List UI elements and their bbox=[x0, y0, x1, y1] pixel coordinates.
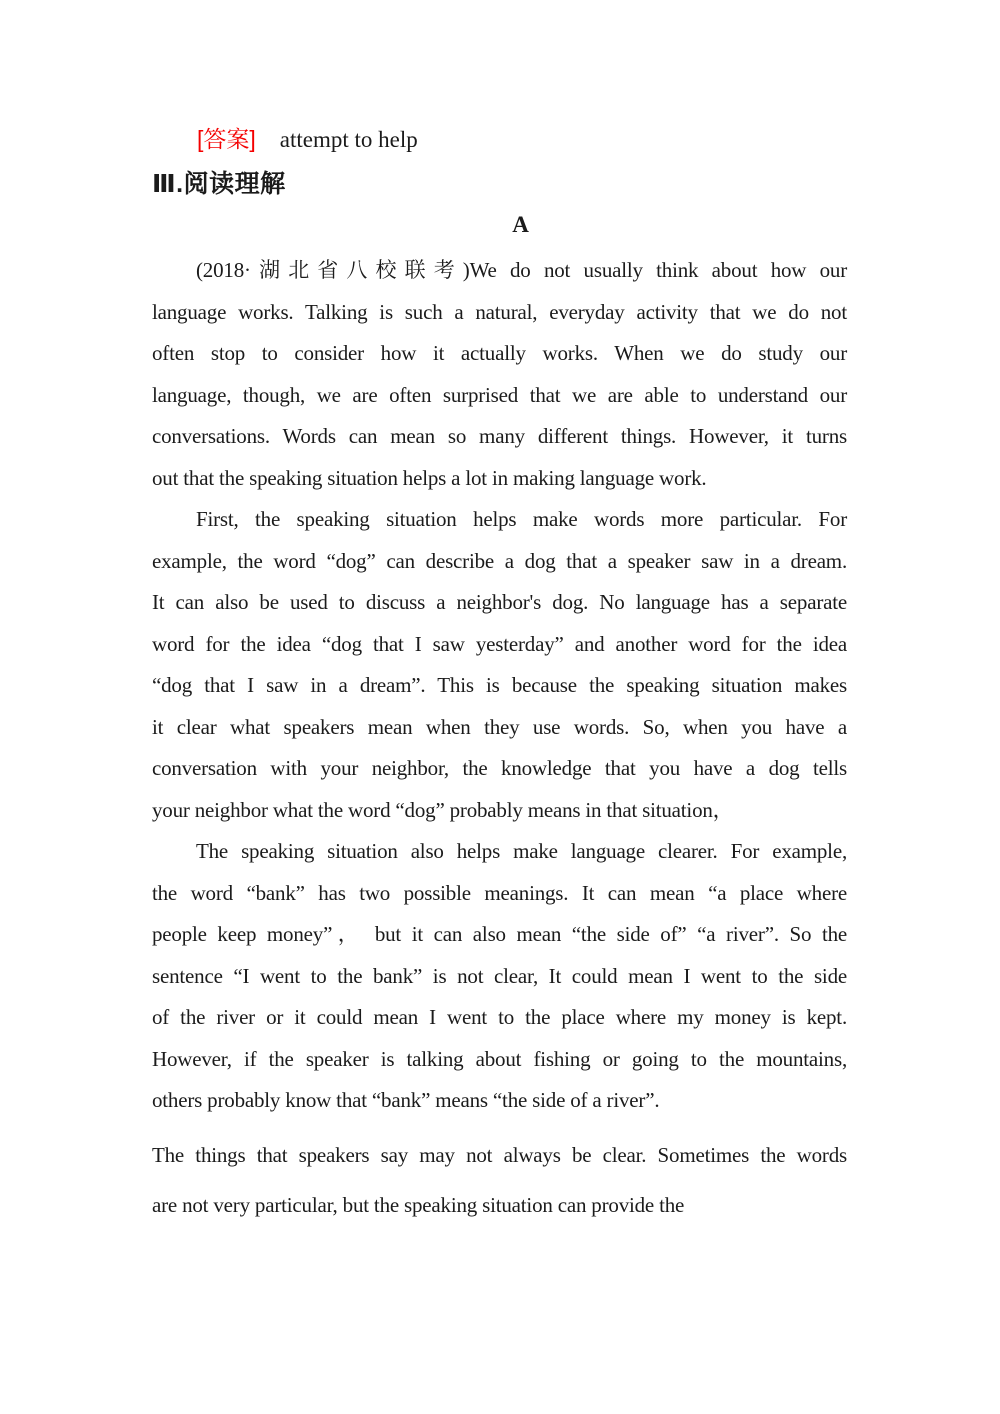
answer-label: [答案] bbox=[197, 126, 256, 152]
text-line: example, the word “dog” can describe a dog that a speaker saw in a dream. bbox=[152, 548, 847, 573]
text-line: However, if the speaker is talking about fishing or going to the mountains, bbox=[152, 1046, 847, 1071]
text-line: often stop to consider how it actually works. When we do study our bbox=[152, 341, 847, 365]
answer-text: attempt to help bbox=[279, 127, 418, 152]
text-line: (2018·湖北省八校联考)We do not usually think about how our bbox=[196, 258, 847, 282]
text-line: it clear what speakers mean when they use words. So, when you have a bbox=[152, 714, 847, 739]
text-line: are not very particular, but the speaking situation can provide the bbox=[152, 1192, 685, 1217]
text-line: people keep money”， but it can also mean “the side of” “a river”. So the bbox=[152, 922, 847, 946]
paragraph-2 bbox=[152, 499, 847, 831]
text-line: word for the idea “dog that I saw yesterday” and another word for the idea bbox=[152, 631, 847, 656]
text-line: First, the speaking situation helps make words more particular. For bbox=[196, 507, 847, 531]
section-heading: Ⅲ.阅读理解 bbox=[152, 170, 286, 198]
text-line: your neighbor what the word “dog” probably means in that situation， bbox=[152, 797, 734, 822]
text-line: The speaking situation also helps make language clearer. For example, bbox=[196, 839, 847, 863]
text-line: language, though, we are often surprised that we are able to understand our bbox=[152, 382, 847, 407]
paragraph-4 bbox=[152, 1130, 847, 1230]
text-line: others probably know that “bank” means “the side of a river”. bbox=[152, 1088, 660, 1112]
paragraph-1 bbox=[152, 250, 847, 499]
text-line: sentence “I went to the bank” is not clear, It could mean I went to the side bbox=[152, 963, 847, 988]
passage-body bbox=[152, 250, 847, 1230]
text-line: The things that speakers say may not always be clear. Sometimes the words bbox=[152, 1142, 847, 1167]
text-line: of the river or it could mean I went to the place where my money is kept. bbox=[152, 1005, 847, 1029]
text-line: conversations. Words can mean so many different things. However, it turns bbox=[152, 424, 847, 448]
text-line: out that the speaking situation helps a lot in making language work. bbox=[152, 465, 707, 490]
text-line: “dog that I saw in a dream”. This is because the speaking situation makes bbox=[152, 673, 847, 697]
text-line: language works. Talking is such a natural, everyday activity that we do not bbox=[152, 299, 847, 324]
text-line: the word “bank” has two possible meanings. It can mean “a place where bbox=[152, 880, 847, 905]
text-line: conversation with your neighbor, the knowledge that you have a dog tells bbox=[152, 756, 847, 780]
paragraph-3 bbox=[152, 831, 847, 1122]
text-line: It can also be used to discuss a neighbor's dog. No language has a separate bbox=[152, 590, 847, 614]
answer-line bbox=[197, 121, 418, 154]
passage-title: A bbox=[512, 212, 529, 237]
